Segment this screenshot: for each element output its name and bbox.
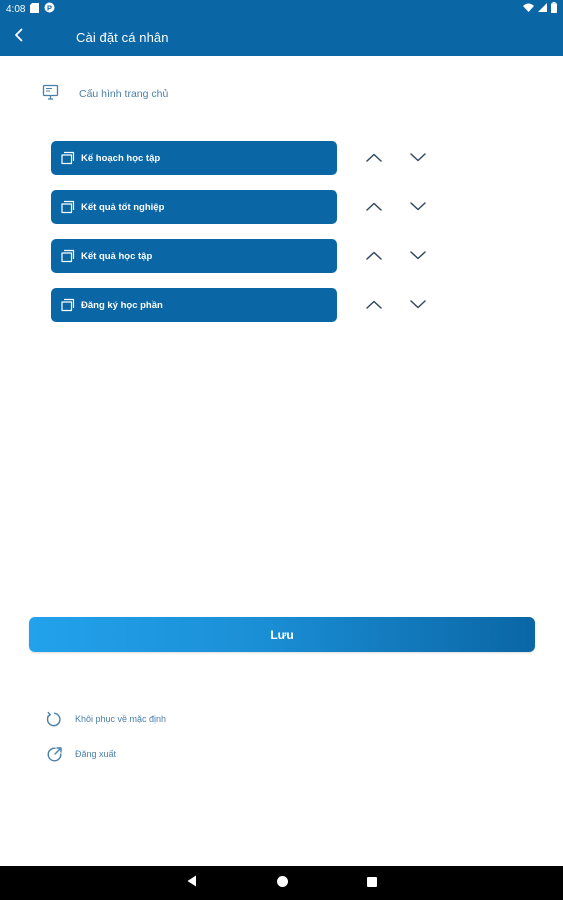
menu-item-label: Kết quả tốt nghiệp: [81, 201, 165, 213]
logout-label: Đăng xuất: [75, 749, 117, 759]
restore-icon: [45, 710, 63, 728]
home-circle-icon: [277, 874, 288, 892]
menu-pill-course-registration[interactable]: [51, 288, 337, 322]
wifi-icon: [523, 3, 534, 15]
move-up-button[interactable]: [362, 196, 386, 218]
recents-square-icon: [367, 874, 377, 892]
signal-icon: [538, 3, 547, 15]
nav-recents-button[interactable]: [352, 866, 392, 900]
nav-back-button[interactable]: [172, 866, 212, 900]
move-down-button[interactable]: [406, 245, 430, 267]
chevron-down-icon: [410, 198, 426, 216]
menu-item-graduation-results: [51, 190, 451, 224]
move-down-button[interactable]: [406, 294, 430, 316]
logout-link[interactable]: [45, 744, 166, 764]
menu-item-label: Kế hoạch học tập: [81, 152, 161, 164]
battery-icon: [551, 2, 557, 16]
section-header-home-config: [42, 84, 168, 104]
chevron-down-icon: [410, 247, 426, 265]
chevron-up-icon: [366, 198, 382, 216]
move-down-button[interactable]: [406, 196, 430, 218]
layers-icon: [59, 296, 77, 314]
menu-pill-graduation-results[interactable]: [51, 190, 337, 224]
app-notification-icon: [44, 2, 55, 16]
save-button[interactable]: Lưu: [29, 617, 535, 652]
restore-defaults-label: Khôi phục về mặc định: [75, 714, 167, 724]
section-label: Cấu hình trang chủ: [79, 88, 169, 100]
chevron-down-icon: [410, 296, 426, 314]
menu-item-label: Kết quả học tập: [81, 250, 153, 262]
back-triangle-icon: [187, 874, 197, 892]
svg-text:P: P: [47, 3, 53, 13]
chevron-up-icon: [366, 296, 382, 314]
sd-card-icon: [30, 3, 39, 16]
back-button[interactable]: [1, 18, 37, 56]
logout-icon: [45, 745, 63, 763]
footer-links: [45, 709, 166, 779]
chevron-down-icon: [410, 149, 426, 167]
menu-pill-study-results[interactable]: [51, 239, 337, 273]
menu-list: [51, 141, 451, 337]
menu-item-course-registration: [51, 288, 451, 322]
menu-item-study-results: [51, 239, 451, 273]
move-up-button[interactable]: [362, 245, 386, 267]
page-title: Cài đặt cá nhân: [76, 29, 169, 45]
app-bar: [0, 18, 563, 56]
restore-defaults-link[interactable]: [45, 709, 166, 729]
menu-item-label: Đăng ký học phần: [81, 299, 163, 311]
layers-icon: [59, 198, 77, 216]
chevron-up-icon: [366, 149, 382, 167]
monitor-config-icon: [42, 84, 59, 104]
move-up-button[interactable]: [362, 294, 386, 316]
layers-icon: [59, 149, 77, 167]
menu-pill-study-plan[interactable]: [51, 141, 337, 175]
system-nav-bar: [0, 866, 563, 900]
status-time: 4:08: [6, 3, 26, 15]
move-down-button[interactable]: [406, 147, 430, 169]
status-bar: [0, 0, 563, 18]
menu-item-study-plan: [51, 141, 451, 175]
move-up-button[interactable]: [362, 147, 386, 169]
nav-home-button[interactable]: [262, 866, 302, 900]
layers-icon: [59, 247, 77, 265]
chevron-up-icon: [366, 247, 382, 265]
chevron-left-icon: [14, 28, 24, 47]
